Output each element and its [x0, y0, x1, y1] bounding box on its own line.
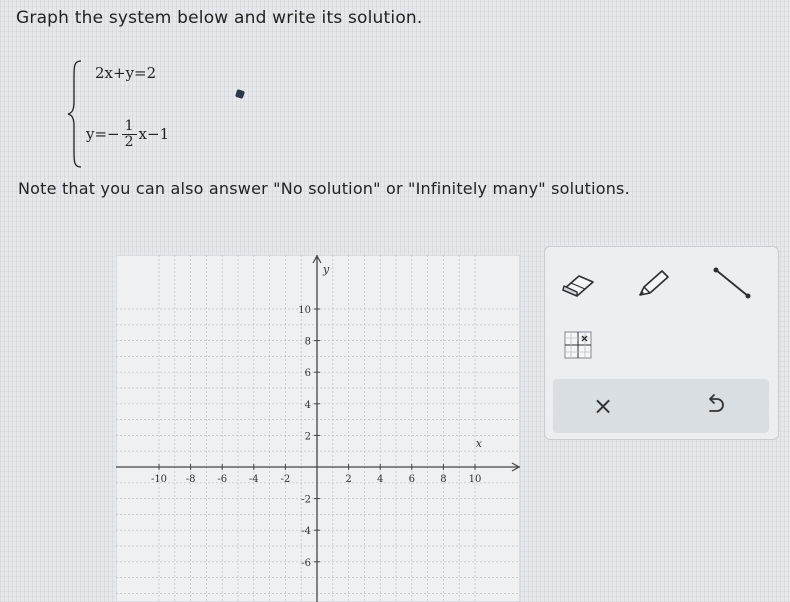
coordinate-grid[interactable] — [116, 255, 520, 602]
undo-icon — [702, 393, 728, 419]
answer-note: Note that you can also answer "No solution" or "Infinitely many" solutions. — [18, 179, 630, 198]
fraction-numerator: 1 — [124, 118, 134, 134]
x-tick-label: 2 — [345, 474, 352, 485]
system-brace — [66, 58, 86, 170]
equation-1: 2x+y=2 — [95, 64, 157, 82]
point-tool-button[interactable] — [555, 325, 601, 365]
equation-system — [66, 58, 236, 170]
x-tick-label: -10 — [150, 474, 168, 485]
eraser-icon — [557, 268, 599, 298]
equation-2-left: y=− — [86, 125, 120, 144]
y-tick-label: -6 — [301, 557, 311, 569]
cursor-dot — [235, 89, 245, 99]
x-tick-label: 4 — [377, 474, 384, 485]
pencil-icon — [634, 265, 674, 301]
y-tick-label: 6 — [304, 368, 311, 380]
y-tick-label: 10 — [298, 305, 311, 316]
x-tick-label: 10 — [468, 474, 482, 485]
action-bar — [553, 379, 769, 433]
graph-canvas[interactable] — [116, 255, 520, 602]
y-tick-label: 4 — [304, 399, 311, 411]
x-tick-label: 6 — [408, 474, 415, 485]
pencil-tool-button[interactable] — [631, 263, 677, 303]
x-tick-label: -6 — [217, 474, 228, 485]
fraction-denominator: 2 — [122, 134, 137, 150]
graphing-tools-panel — [544, 246, 779, 440]
equation-2 — [86, 119, 169, 149]
y-tick-label: 8 — [304, 336, 311, 348]
equation-2-fraction — [122, 119, 137, 149]
x-tick-label: 8 — [440, 474, 447, 485]
point-grid-icon — [561, 328, 595, 362]
y-axis-label: y — [323, 263, 330, 276]
x-tick-label: -4 — [248, 474, 259, 485]
clear-button[interactable]: × — [592, 392, 614, 420]
question-prompt: Graph the system below and write its solution. — [16, 8, 423, 28]
x-axis-label: x — [475, 437, 482, 450]
y-tick-label: 2 — [304, 431, 311, 443]
y-tick-label: -4 — [301, 526, 311, 538]
x-tick-label: -8 — [185, 474, 196, 485]
line-segment-icon — [710, 264, 754, 302]
line-tool-button[interactable] — [709, 263, 755, 303]
x-tick-label: -2 — [280, 474, 291, 485]
equation-2-right: x−1 — [138, 125, 170, 144]
eraser-tool-button[interactable] — [555, 263, 601, 303]
y-tick-label: -2 — [301, 494, 311, 506]
undo-button[interactable] — [685, 385, 745, 427]
